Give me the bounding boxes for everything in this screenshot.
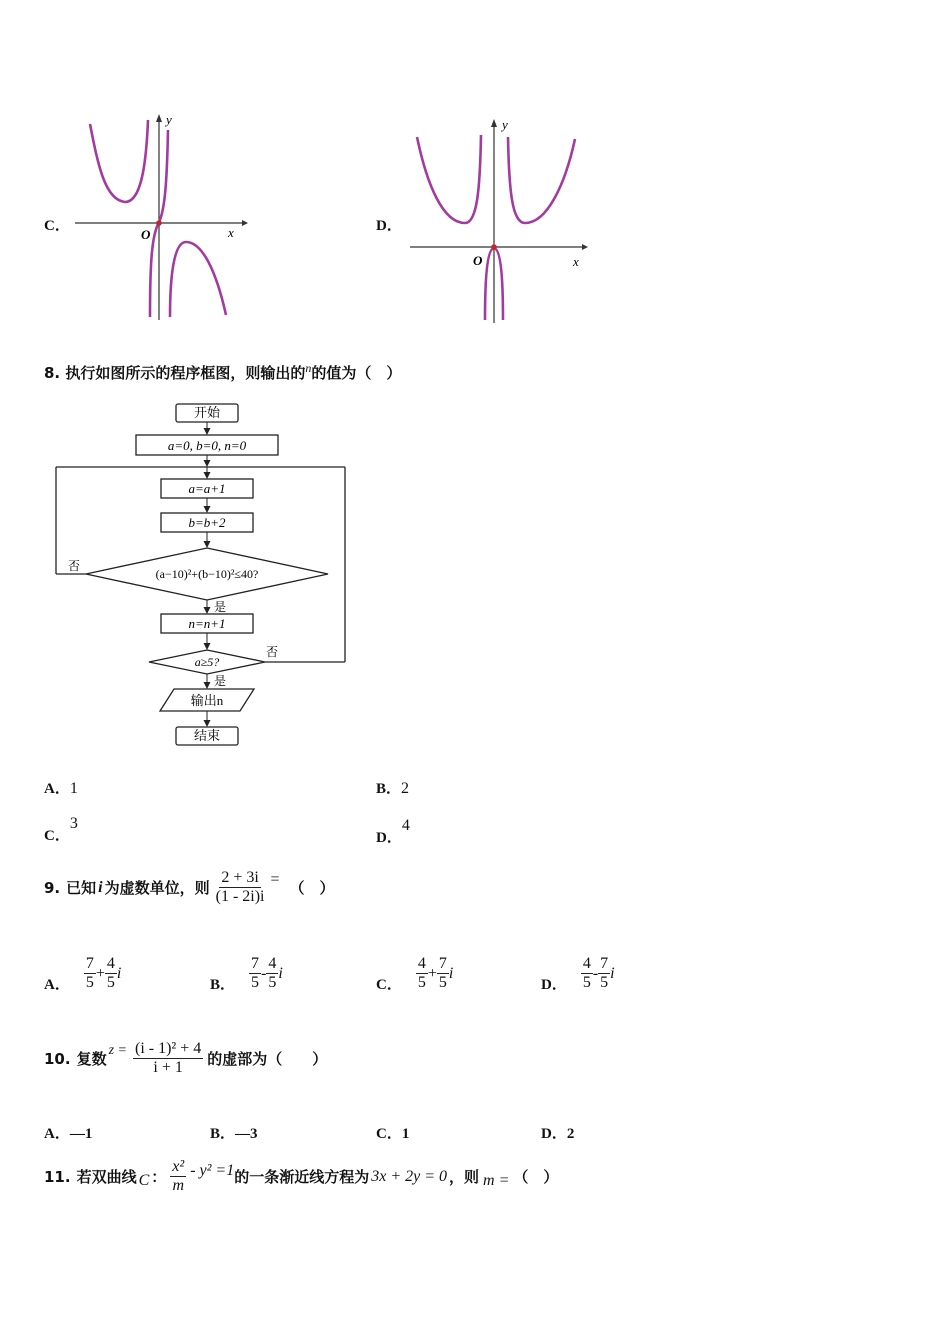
- q8-option-c[interactable]: C．3: [44, 815, 78, 844]
- q9-option-b[interactable]: B． $\frac{7}{5}$ - $\frac{4}{5}$ i: [210, 955, 283, 994]
- x-label: x: [228, 225, 234, 240]
- y-axis-arrow: [156, 114, 162, 122]
- curve-upper-left: [417, 135, 481, 223]
- flow-step2-text: b=b+2: [188, 515, 226, 530]
- curve-lower-right: [170, 242, 226, 317]
- option-d-label: D．: [376, 218, 402, 234]
- y-axis-arrow: [491, 119, 497, 127]
- question-9-stem: 9. 已知 i 为虚数单位，则 $\frac{2 + 3i}{(1 - 2i)i}$ = （ ）: [44, 869, 335, 906]
- q9-fraction: $\frac{2 + 3i}{(1 - 2i)i}$: [215, 869, 265, 906]
- flow-init-text: a=0, b=0, n=0: [167, 438, 247, 453]
- graph-d: [405, 115, 590, 325]
- flow-yes1-label: 是: [214, 600, 227, 614]
- variable-n: n: [305, 361, 312, 375]
- flow-end-text: 结束: [193, 728, 221, 743]
- q8-option-b[interactable]: B．2: [376, 780, 410, 797]
- question-text: 执行如图所示的程序框图，则输出的: [65, 364, 306, 382]
- curve-upper-right: [508, 137, 575, 223]
- graph-c: [70, 110, 250, 325]
- flow-output-text: 输出n: [190, 693, 224, 708]
- question-number: 8.: [44, 364, 61, 382]
- flow-start-text: 开始: [193, 405, 221, 420]
- x-axis-arrow: [242, 220, 248, 226]
- flow-step3-text: n=n+1: [188, 616, 226, 631]
- x-label: x: [573, 254, 579, 269]
- flowchart: [50, 400, 355, 752]
- q9-option-d[interactable]: D． $\frac{4}{5}$ - $\frac{7}{5}$ i: [541, 955, 615, 994]
- flow-cond1-text: (a−10)²+(b−10)²≤40?: [155, 567, 259, 581]
- flow-step1-text: a=a+1: [188, 481, 226, 496]
- q8-option-a[interactable]: A．1: [44, 780, 78, 797]
- question-number: 10.: [44, 1049, 71, 1068]
- q10-option-d[interactable]: D．2: [541, 1126, 575, 1142]
- flow-no1-label: 否: [68, 559, 81, 573]
- question-number: 9.: [44, 878, 61, 897]
- curve-upper-left: [90, 120, 148, 202]
- flow-no2-label: 否: [266, 645, 279, 659]
- origin-label: O: [473, 253, 483, 268]
- q9-option-a[interactable]: A． $\frac{7}{5}$ + $\frac{4}{5}$ i: [44, 955, 122, 994]
- question-10-stem: 10. 复数 z = $\frac{\text{(i - 1)² + 4}}{i + 1}$ 的虚部为（ ）: [44, 1040, 328, 1077]
- flow-yes2-label: 是: [214, 674, 227, 688]
- question-8-stem: [44, 361, 401, 383]
- y-label: y: [502, 117, 508, 132]
- x-axis-arrow: [582, 244, 588, 250]
- q10-option-a[interactable]: A．—1: [44, 1126, 93, 1142]
- y-label: y: [166, 112, 172, 127]
- question-11-stem: 11. 若双曲线 C ： $\frac{\text{x²}}{m}$ - y² =1 的一条渐近线方程为 3x + 2y = 0 ，则 m = （ ）: [44, 1158, 559, 1195]
- flow-cond2-text: a≥5?: [194, 655, 220, 669]
- q9-option-c[interactable]: C． $\frac{4}{5}$ + $\frac{7}{5}$ i: [376, 955, 454, 994]
- question-text-end: 的值为（ ）: [311, 364, 402, 382]
- q11-fraction: $\frac{\text{x²}}{m}$: [172, 1158, 185, 1195]
- q10-option-c[interactable]: C．1: [376, 1126, 410, 1142]
- origin-label: O: [141, 227, 151, 242]
- option-c-label: C．: [44, 218, 70, 234]
- q10-option-b[interactable]: B．—3: [210, 1126, 258, 1142]
- question-number: 11.: [44, 1167, 71, 1186]
- origin-dot: [156, 220, 162, 226]
- q8-option-d[interactable]: D．4: [376, 817, 410, 846]
- origin-dot: [491, 244, 497, 250]
- q10-fraction: $\frac{\text{(i - 1)² + 4}}{i + 1}$: [135, 1040, 202, 1077]
